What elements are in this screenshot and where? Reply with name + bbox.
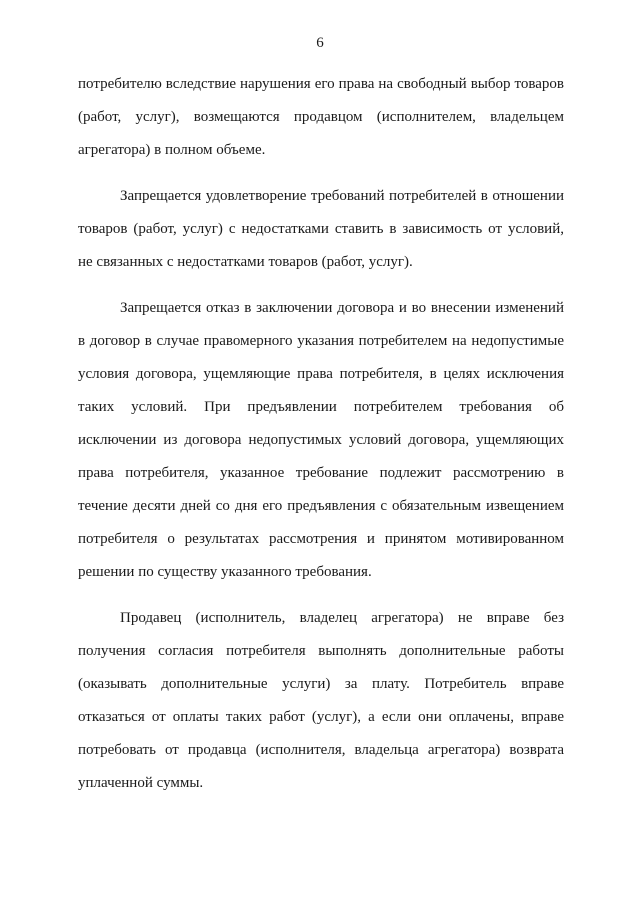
text-line: таких условий. При предъявлении потребителем требования об xyxy=(78,399,564,415)
text-line: исключении из договора недопустимых условий договора, ущемляющих xyxy=(78,432,564,448)
paragraph-3 xyxy=(78,292,564,589)
text-line: потребителю вследствие нарушения его права на свободный выбор товаров xyxy=(78,76,564,92)
paragraph-2 xyxy=(78,180,564,279)
page-number: 6 xyxy=(316,35,324,51)
text-line: решении по существу указанного требования. xyxy=(78,564,372,580)
document-body xyxy=(78,68,564,813)
text-line: потребителя о результатах рассмотрения и принятом мотивированном xyxy=(78,531,564,547)
paragraph-1 xyxy=(78,68,564,167)
text-line: Запрещается отказ в заключении договора и во внесении изменений xyxy=(120,300,564,316)
text-line: не связанных с недостатками товаров (работ, услуг). xyxy=(78,254,413,270)
text-line: товаров (работ, услуг) с недостатками ставить в зависимость от условий, xyxy=(78,221,564,237)
text-line: отказаться от оплаты таких работ (услуг), а если они оплачены, вправе xyxy=(78,709,564,725)
text-line: (оказывать дополнительные услуги) за плату. Потребитель вправе xyxy=(78,676,564,692)
text-line: условия договора, ущемляющие права потребителя, в целях исключения xyxy=(78,366,564,382)
text-line: Запрещается удовлетворение требований потребителей в отношении xyxy=(120,188,564,204)
text-line: права потребителя, указанное требование подлежит рассмотрению в xyxy=(78,465,564,481)
paragraph-4 xyxy=(78,602,564,800)
text-line: агрегатора) в полном объеме. xyxy=(78,142,266,158)
text-line: (работ, услуг), возмещаются продавцом (исполнителем, владельцем xyxy=(78,109,564,125)
text-line: уплаченной суммы. xyxy=(78,775,204,791)
text-line: получения согласия потребителя выполнять дополнительные работы xyxy=(78,643,564,659)
text-line: в договор в случае правомерного указания потребителем на недопустимые xyxy=(78,333,564,349)
text-line: Продавец (исполнитель, владелец агрегатора) не вправе без xyxy=(120,610,564,626)
text-line: течение десяти дней со дня его предъявления с обязательным извещением xyxy=(78,498,564,514)
text-line: потребовать от продавца (исполнителя, владельца агрегатора) возврата xyxy=(78,742,564,758)
